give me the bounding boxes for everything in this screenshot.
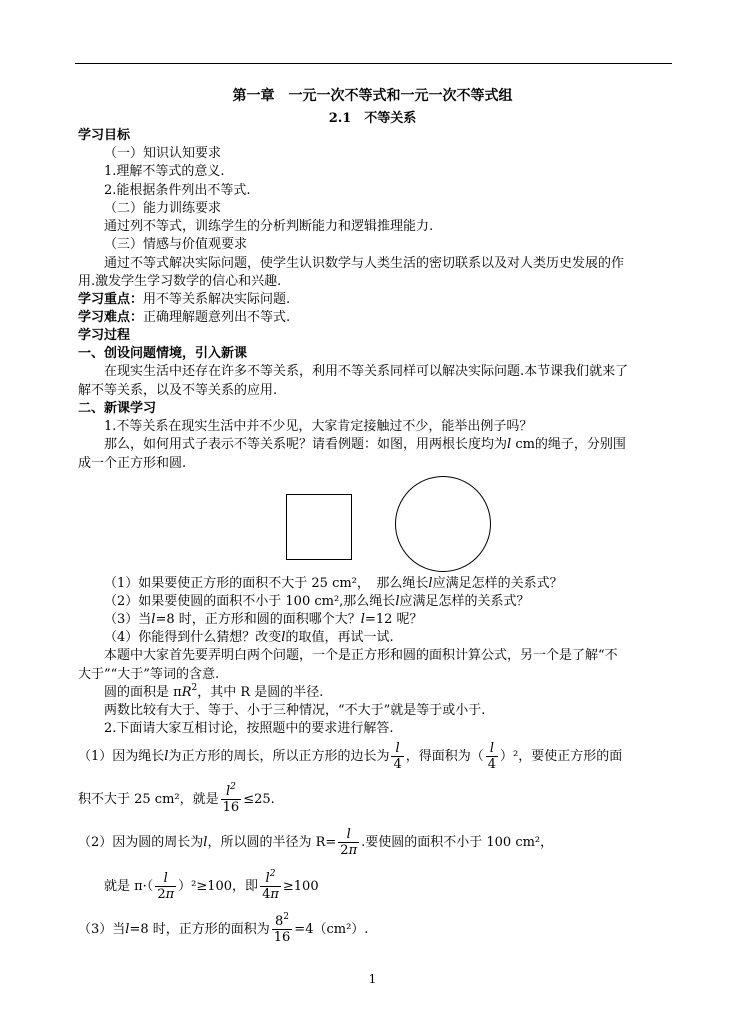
- fraction-l-over-4: $\frac{l}{4}$: [393, 741, 402, 772]
- s1b-text: 积不大于 25 cm²，就是: [78, 792, 219, 807]
- c1-tail: 应满足怎样的关系式？: [432, 576, 563, 591]
- knowledge-item-2: 2.能根据条件列出不等式.: [104, 183, 251, 198]
- var-l: l: [395, 594, 400, 609]
- c2-tail: 应满足怎样的关系式？: [399, 594, 530, 609]
- var-l: l: [360, 612, 365, 627]
- var-l: l: [203, 835, 208, 850]
- c3-text: （3）当: [104, 612, 152, 627]
- s1-text: （1）因为绳长: [78, 749, 165, 764]
- discussion-prompt: 2.下面请大家互相讨论，按照题中的要求进行解答.: [104, 721, 394, 736]
- s2-mid: ，所以圆的半径为 R=: [207, 835, 337, 850]
- c3-tail: =12 呢？: [364, 612, 423, 627]
- fraction-l2-over-4pi: $\frac{l^2}{4\pi}$: [262, 869, 279, 902]
- var-l: l: [164, 749, 169, 764]
- chapter-title: 第一章 一元一次不等式和一元一次不等式组: [232, 88, 513, 104]
- s1b-tail: ≤25.: [243, 792, 275, 807]
- solution-2-line2: [104, 870, 319, 904]
- difficulty-label: 学习难点：: [78, 310, 144, 325]
- var-l: l: [151, 612, 156, 627]
- condition-2: [104, 593, 530, 611]
- condition-3: [104, 611, 423, 629]
- fraction-8sq-over-16: $\frac{8^2}{16}$: [273, 912, 291, 945]
- s1-mid: 为正方形的周长，所以正方形的边长为: [168, 749, 390, 764]
- page-number: 1: [368, 972, 377, 986]
- s3-mid: =8 时，正方形的面积为: [129, 922, 270, 937]
- s3-text: （3）当: [78, 922, 126, 937]
- discussion-line1: 本题中大家首先要弄明白两个问题，一个是正方形和圆的面积计算公式，另一个是了解“不: [104, 648, 618, 663]
- emotion-item-line2: 用.激发学生学习数学的信心和兴趣.: [78, 274, 282, 289]
- solution-2-line1: [78, 826, 553, 860]
- s1-mid2: ，得面积为（: [405, 749, 484, 764]
- discussion-line2: 大于”“大于”等词的含意.: [78, 667, 220, 682]
- var-l: l: [281, 630, 286, 645]
- comparison-note: 两数比较有大于、等于、小于三种情况，“不大于”就是等于或小于.: [104, 703, 486, 718]
- s3-tail: =4（cm²）.: [294, 922, 369, 937]
- s1-tail: ）²，要使正方形的面: [500, 749, 623, 764]
- example-unit: cm的绳子，分别围: [511, 437, 626, 452]
- fraction-l-over-4: $\frac{l}{4}$: [487, 741, 497, 772]
- key-point-label: 学习重点：: [78, 292, 144, 307]
- d2-tail: ，其中 R 是圆的半径.: [197, 685, 324, 700]
- s2-tail: .要使圆的面积不小于 100 cm²，: [361, 835, 554, 850]
- s2b-text: 就是 π·（: [104, 879, 154, 894]
- var-r: R: [181, 685, 192, 700]
- var-l: l: [428, 576, 433, 591]
- example-line1: [104, 436, 626, 454]
- example-text: 那么，如何用式子表示不等关系呢？请看例题：如图，用两根长度均为: [104, 437, 508, 452]
- emotion-title: （三）情感与价值观要求: [104, 237, 248, 252]
- c2-text: （2）如果要使圆的面积不小于 100 cm²,那么绳长: [104, 594, 396, 609]
- goals-heading: 学习目标: [78, 128, 131, 143]
- circle-figure: [395, 476, 491, 572]
- difficulty-text: 正确理解题意列出不等式.: [143, 310, 291, 325]
- fraction-l-over-2pi: $\frac{l}{2\pi}$: [157, 871, 175, 902]
- fraction-l-over-2pi: $\frac{l}{2\pi}$: [340, 827, 358, 858]
- ability-title: （二）能力训练要求: [104, 201, 222, 216]
- c1-text: （1）如果要使正方形的面积不大于 25 cm²， 那么绳长: [104, 576, 429, 591]
- key-point: [78, 291, 290, 309]
- var-l: l: [125, 922, 130, 937]
- part1-para-line1: 在现实生活中还存在许多不等关系，利用不等关系同样可以解决实际问题.本节课我们就来了: [104, 364, 629, 379]
- c4-text: （4）你能得到什么猜想？改变: [104, 630, 282, 645]
- process-heading: 学习过程: [78, 328, 131, 343]
- c3-mid: =8 时，正方形和圆的面积哪个大？: [155, 612, 361, 627]
- emotion-item-line1: 通过不等式解决实际问题，使学生认识数学与人类生活的密切联系以及对人类历史发展的作: [104, 256, 625, 271]
- example-line2: 成一个正方形和圆.: [78, 456, 187, 471]
- section-title: 2.1 不等关系: [328, 111, 417, 126]
- solution-1-line2: [78, 783, 275, 817]
- knowledge-item-1: 1.理解不等式的意义.: [104, 164, 225, 179]
- var-l: l: [507, 437, 512, 452]
- condition-1: [104, 575, 563, 593]
- c4-tail: 的取值，再试一试.: [285, 630, 394, 645]
- part2-heading: 二、新课学习: [78, 401, 157, 416]
- key-point-text: 用不等关系解决实际问题.: [143, 292, 291, 307]
- s2b-mid: ）²≥100，即: [178, 879, 259, 894]
- question-1: 1.不等关系在现实生活中并不少见，大家肯定接触过不少，能举出例子吗？: [104, 419, 533, 434]
- solution-1-line1: [78, 740, 622, 774]
- circle-area-note: 圆的面积是 $\pi R^2$，其中 R 是圆的半径.: [104, 683, 324, 700]
- difficulty: [78, 309, 290, 327]
- solution-3: [78, 913, 368, 947]
- d2-text: 圆的面积是 π: [104, 685, 182, 700]
- s2b-tail: ≥100: [282, 879, 319, 894]
- fraction-l2-over-16: $\frac{l^2}{16}$: [222, 782, 240, 815]
- part1-heading: 一、创设问题情境，引入新课: [78, 346, 248, 361]
- part1-para-line2: 解不等关系，以及不等关系的应用.: [78, 383, 278, 398]
- square-figure: [286, 494, 352, 560]
- condition-4: [104, 629, 394, 647]
- s2-text: （2）因为圆的周长为: [78, 835, 204, 850]
- knowledge-title: （一）知识认知要求: [104, 146, 222, 161]
- header-rule: [75, 63, 672, 64]
- ability-item: 通过列不等式，训练学生的分析判断能力和逻辑推理能力.: [104, 219, 434, 234]
